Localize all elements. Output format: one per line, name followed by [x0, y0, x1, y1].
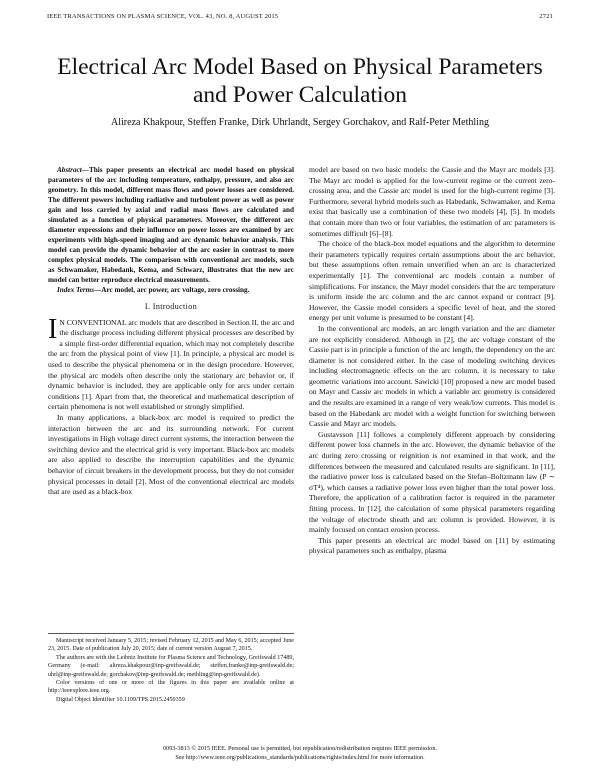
author-list: Alireza Khakpour, Steffen Franke, Dirk Uhrlandt, Sergey Gorchakov, and Ralf-Peter Methling	[111, 117, 489, 128]
right-paragraph-4: Gustavsson [11] follows a completely different approach by considering different power loss channels in the arc. However, the dynamic behavior of the arc during zero crossing or reignition is not examined in that work, and the differences between the measured and calculated results are significant. In [11], the radiative power loss is calculated based on the Stefan–Boltzmann law (P ∼ σT⁴), which causes a radiative power loss even higher than the total power loss. Therefore, the application of a calibration factor is required in the parameter fitting process. In [12], the calculation of some physical parameters regarding the voltage of electrode sheath and arc column is provided. However, it is mainly focused on contact erosion process.	[309, 429, 555, 535]
index-terms	[48, 285, 294, 295]
intro-p1-text: N CONVENTIONAL arc models that are described in Section II, the arc and the discharge process including different physical processes are described by a simple first-order differential equation, which may not completely describe the arc from the physical point of view [1]. In principle, a physical arc model is used to describe the physical phenomena or in the design procedure. However, the physical arc models often describe only the stationary arc behavior or, if dynamic behavior is included, they are applicable only for arcs under certain conditions [1]. Apart from that, the theoretical and mathematical description of certain phenomena is not well established or strongly simplified.	[48, 317, 294, 412]
section-heading: I. Introduction	[144, 302, 198, 311]
abstract-label: Abstract—	[57, 166, 89, 174]
right-paragraph-3: In the conventional arc models, an arc length variation and the arc diameter are not explicitly considered. Although in [2], the arc voltage constant of the Cassie part is in principle a function of the arc length, the dependency on the arc diameter is not considered either. In the case of modeling switching devices including electromagnetic effects on the arc column, it is necessary to take geometric variations into account. Sawicki [10] proposed a new arc model based on Mayr and Cassie arc models in which a variable arc geometry is considered and the results are examined in a range of very weak/low currents. This model is based on the Habedank arc model with a weight function for switching between Cassie and Mayr arc models.	[309, 323, 555, 429]
copyright-line: 0093-3813 © 2015 IEEE. Personal use is permitted, but republication/redistribution requires IEEE permission.	[163, 745, 437, 752]
paper-title: Electrical Arc Model Based on Physical Parameters and Power Calculation	[57, 54, 543, 108]
footnote-received: Manuscript received January 5, 2015; revised February 12, 2015 and May 6, 2015; accepted June 23, 2015. Date of publication July 20, 2015; date of current version August 7, 2015.	[48, 638, 294, 653]
page-number: 2721	[539, 13, 553, 20]
right-paragraph-1: model are based on two basic models: the Cassie and the Mayr arc models [3]. The Mayr arc model is applied for the low-current regime or the current zero-crossing area, and the Cassie arc model is used for the high-current regime [3]. Furthermore, several hybrid models such as Habedank, Schwamaker, and Kema exist that basically use a combination of these two models [4], [5]. In models that contain more than two or four variables, the estimation of arc parameters is sometimes difficult [6]–[8].	[309, 165, 555, 238]
index-terms-text: Arc model, arc power, arc voltage, zero crossing.	[101, 286, 250, 294]
footnotes	[48, 633, 294, 704]
drop-cap: I	[48, 313, 58, 345]
running-header	[47, 13, 553, 20]
right-paragraph-2: The choice of the black-box model equations and the algorithm to determine their parameters typically requires certain assumptions about the arc behavior, but these assumptions often remain unverified when an arc is characterized experimentally [1]. The conventional arc models contain a number of simplifications. For instance, the Mayr model considers that the arc temperature is uniform inside the arc column and the arc cannot expand or contract [9]. However, the Cassie model considers a specific level of heat, and the stored energy per unit volume is presumed to be constant [4].	[309, 239, 555, 323]
intro-paragraph-1	[48, 313, 294, 413]
footnote-affiliation: The authors are with the Leibniz Institute for Plasma Science and Technology, Greifswald 17489, Germany (e-mail: alireza.khakpour@inp-greifswald.de; steffen.franke@inp-greifswald.de; uhrl@inp-greifswald.de; gorchakov@inp-greifswald.de; methling@inp-greifswald.de).	[48, 654, 294, 678]
index-terms-label: Index Terms—	[57, 286, 102, 294]
abstract-text: This paper presents an electrical arc model based on physical parameters of the arc including temperature, enthalpy, pressure, and also arc geometry. In this model, different mass flows and power losses are considered. The different powers including radiative and turbulent power as well as power gain and loss carried by axial and radial mass flows are calculated and simulated as a function of physical parameters. Moreover, the different arc diameter expressions and their influence on power losses are examined by arc experiments with high-speed imaging and arc dynamic behavior analysis. This model can provide the dynamic behavior of the arc easier in contrast to more complex physical models. The comparison with conventional arc models, such as Schwamaker, Habedank, Kema, and Schwarz, illustrates that the new arc model can better reproduce electrical measurements.	[48, 166, 294, 284]
left-column	[48, 165, 294, 498]
footnote-doi: Digital Object Identifier 10.1109/TPS.2015.2450359	[56, 696, 185, 703]
right-column	[309, 165, 555, 557]
abstract	[48, 165, 294, 285]
journal-name: IEEE TRANSACTIONS ON PLASMA SCIENCE, VOL. 43, NO. 8, AUGUST 2015	[47, 13, 279, 20]
footnote-color: Color versions of one or more of the figures in this paper are available online at http://ieeexplore.ieee.org.	[48, 680, 294, 695]
copyright-footer	[40, 745, 560, 762]
right-paragraph-5: This paper presents an electrical arc model based on [11] by estimating physical parameters such as enthalpy, plasma	[309, 535, 555, 556]
intro-paragraph-2: In many applications, a black-box arc model is required to predict the interaction between the arc and its surrounding network. For current investigations in High voltage direct current systems, the interaction between the switching device and the electrical grid is very important. Black-box arc models are also applied to describe the interruption capabilities and the dynamic behavior of circuit breakers in the development process, but they do not consider physical processes in detail [2]. Most of the conventional electrical arc models that are used as a black-box	[48, 412, 294, 497]
rights-link-line: See http://www.ieee.org/publications_standards/publications/rights/index.html for more information.	[175, 753, 425, 761]
